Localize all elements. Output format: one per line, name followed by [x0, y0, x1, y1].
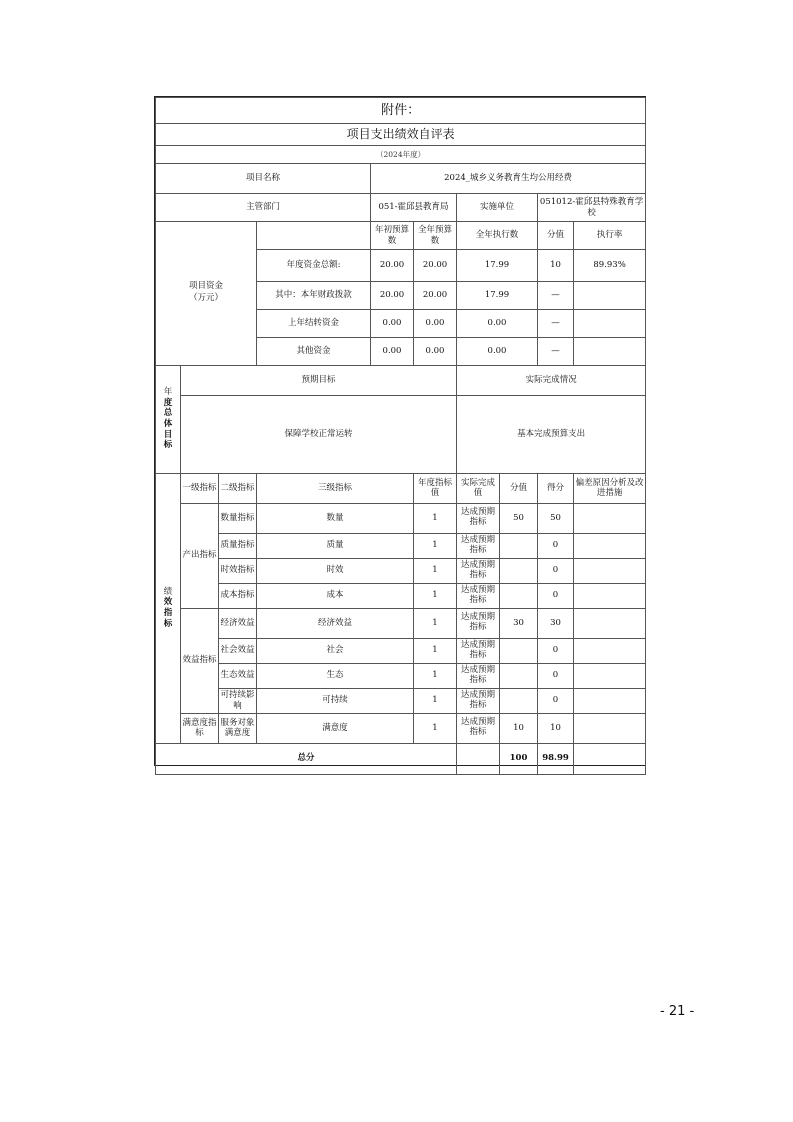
fund-score-value: — [538, 337, 574, 365]
level2-indicator: 社会效益 [219, 638, 257, 663]
deviation-reason [574, 503, 646, 533]
fund-score-value: — [538, 281, 574, 309]
actual-value: 达成预期指标 [457, 688, 500, 713]
level3-indicator: 满意度 [257, 713, 414, 743]
expected-goal: 保障学校正常运转 [181, 395, 457, 473]
indicator-score: 50 [538, 503, 574, 533]
funds-header-2: 全年执行数 [457, 222, 538, 250]
attachment-label: 附件： [156, 98, 646, 124]
fund-executed: 0.00 [457, 309, 538, 337]
project-name: 2024_城乡义务教育生均公用经费 [371, 164, 646, 194]
indicators-label-pre: 绩 [163, 586, 173, 597]
fund-rate [574, 281, 646, 309]
fund-initial: 20.00 [371, 281, 414, 309]
funds-header-1: 全年预算数 [414, 222, 457, 250]
annual-target: 1 [414, 663, 457, 688]
expected-header: 预期目标 [181, 365, 457, 395]
indicator-value [500, 688, 538, 713]
level1-indicator: 产出指标 [181, 503, 219, 608]
deviation-reason [574, 583, 646, 608]
project-name-label: 项目名称 [156, 164, 371, 194]
deviation-reason [574, 713, 646, 743]
indicator-value: 50 [500, 503, 538, 533]
indicator-header-7: 偏差原因分析及改进措施 [574, 473, 646, 503]
funds-label [156, 222, 257, 366]
annual-target: 1 [414, 558, 457, 583]
fund-name: 其中：本年财政拨款 [257, 281, 371, 309]
level2-indicator: 经济效益 [219, 608, 257, 638]
fund-name: 上年结转资金 [257, 309, 371, 337]
indicator-score: 10 [538, 713, 574, 743]
actual-value: 达成预期指标 [457, 608, 500, 638]
fund-annual: 20.00 [414, 250, 457, 282]
annual-target: 1 [414, 608, 457, 638]
indicator-score: 30 [538, 608, 574, 638]
indicator-value [500, 638, 538, 663]
fund-name: 其他资金 [257, 337, 371, 365]
fund-name: 年度资金总额: [257, 250, 371, 282]
level2-indicator: 服务对象满意度 [219, 713, 257, 743]
actual-value: 达成预期指标 [457, 713, 500, 743]
funds-header-3: 分值 [538, 222, 574, 250]
actual-value: 达成预期指标 [457, 663, 500, 688]
fund-annual: 20.00 [414, 281, 457, 309]
unit-value: 051012-霍邱县特殊教育学校 [538, 194, 646, 222]
level3-indicator: 数量 [257, 503, 414, 533]
deviation-reason [574, 558, 646, 583]
indicator-value: 30 [500, 608, 538, 638]
dept-value: 051-霍邱县教育局 [371, 194, 457, 222]
indicator-score: 0 [538, 583, 574, 608]
indicator-value [500, 558, 538, 583]
annual-target: 1 [414, 713, 457, 743]
fund-score-value: — [538, 309, 574, 337]
indicator-value: 10 [500, 713, 538, 743]
annual-target: 1 [414, 638, 457, 663]
actual-value: 达成预期指标 [457, 503, 500, 533]
total-value: 100 [500, 743, 538, 774]
actual-value: 达成预期指标 [457, 583, 500, 608]
year-note: （2024年度） [156, 146, 646, 164]
funds-header-4: 执行率 [574, 222, 646, 250]
indicator-score: 0 [538, 638, 574, 663]
indicator-header-2: 三级指标 [257, 473, 414, 503]
indicator-score: 0 [538, 688, 574, 713]
fund-score-value: 10 [538, 250, 574, 282]
level3-indicator: 经济效益 [257, 608, 414, 638]
funds-header-0: 年初预算数 [371, 222, 414, 250]
indicators-label-bold: 效指标 [163, 597, 173, 629]
actual-value: 达成预期指标 [457, 558, 500, 583]
indicator-value [500, 663, 538, 688]
indicators-label [156, 473, 181, 743]
level3-indicator: 成本 [257, 583, 414, 608]
level3-indicator: 时效 [257, 558, 414, 583]
deviation-reason [574, 608, 646, 638]
form-title: 项目支出绩效自评表 [156, 124, 646, 146]
actual-result: 基本完成预算支出 [457, 395, 646, 473]
fund-initial: 20.00 [371, 250, 414, 282]
fund-executed: 0.00 [457, 337, 538, 365]
fund-executed: 17.99 [457, 281, 538, 309]
actual-value: 达成预期指标 [457, 638, 500, 663]
unit-label: 实施单位 [457, 194, 538, 222]
annual-target: 1 [414, 503, 457, 533]
indicator-header-6: 得分 [538, 473, 574, 503]
page-number: - 21 - [660, 1004, 695, 1019]
fund-initial: 0.00 [371, 309, 414, 337]
annual-target: 1 [414, 533, 457, 558]
indicator-value [500, 533, 538, 558]
total-score: 98.99 [538, 743, 574, 774]
funds-label-text: 项目资金（万元） [188, 281, 223, 304]
deviation-reason [574, 663, 646, 688]
indicator-score: 0 [538, 533, 574, 558]
evaluation-table [155, 97, 646, 775]
level2-indicator: 生态效益 [219, 663, 257, 688]
level3-indicator: 可持续 [257, 688, 414, 713]
funds-header-blank [257, 222, 371, 250]
goals-label [156, 365, 181, 473]
indicator-header-1: 二级指标 [219, 473, 257, 503]
fund-executed: 17.99 [457, 250, 538, 282]
indicator-header-0: 一级指标 [181, 473, 219, 503]
fund-annual: 0.00 [414, 337, 457, 365]
indicator-score: 0 [538, 558, 574, 583]
annual-target: 1 [414, 583, 457, 608]
total-label: 总分 [156, 743, 457, 774]
level3-indicator: 生态 [257, 663, 414, 688]
level2-indicator: 数量指标 [219, 503, 257, 533]
indicator-header-3: 年度指标值 [414, 473, 457, 503]
level2-indicator: 时效指标 [219, 558, 257, 583]
deviation-reason [574, 533, 646, 558]
actual-header: 实际完成情况 [457, 365, 646, 395]
indicator-header-5: 分值 [500, 473, 538, 503]
fund-initial: 0.00 [371, 337, 414, 365]
fund-annual: 0.00 [414, 309, 457, 337]
fund-rate: 89.93% [574, 250, 646, 282]
level1-indicator: 效益指标 [181, 608, 219, 713]
level3-indicator: 质量 [257, 533, 414, 558]
deviation-reason [574, 688, 646, 713]
level3-indicator: 社会 [257, 638, 414, 663]
level2-indicator: 成本指标 [219, 583, 257, 608]
total-blank [457, 743, 500, 774]
goals-label-bold: 度总体目标 [163, 397, 173, 451]
level2-indicator: 质量指标 [219, 533, 257, 558]
fund-rate [574, 309, 646, 337]
annual-target: 1 [414, 688, 457, 713]
evaluation-form [154, 96, 646, 766]
fund-rate [574, 337, 646, 365]
goals-label-pre: 年 [163, 387, 173, 398]
dept-label: 主管部门 [156, 194, 371, 222]
indicator-header-4: 实际完成值 [457, 473, 500, 503]
total-reason-blank [574, 743, 646, 774]
indicator-value [500, 583, 538, 608]
actual-value: 达成预期指标 [457, 533, 500, 558]
deviation-reason [574, 638, 646, 663]
level2-indicator: 可持续影响 [219, 688, 257, 713]
level1-indicator: 满意度指标 [181, 713, 219, 743]
indicator-score: 0 [538, 663, 574, 688]
